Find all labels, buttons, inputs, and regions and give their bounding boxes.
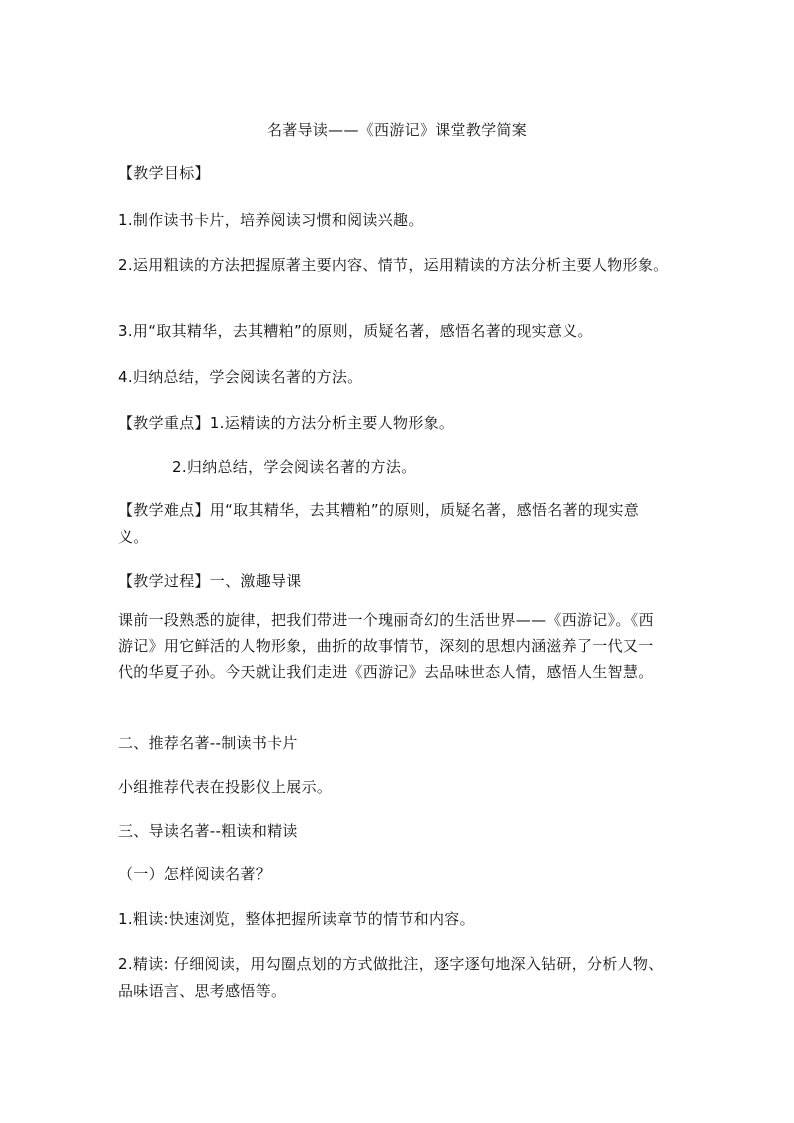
- difficulty-line-2: 义。: [118, 528, 149, 546]
- objective-1: 1.制作读书卡片，培养阅读习惯和阅读兴趣。: [118, 211, 424, 229]
- section-3-heading: 三、导读名著--粗读和精读: [118, 822, 298, 840]
- rough-reading: 1.粗读:快速浏览，整体把握所读章节的情节和内容。: [118, 910, 475, 928]
- difficulty-line-1: 【教学难点】用“取其精华，去其糟粕”的原则，质疑名著，感悟名著的现实意: [118, 501, 640, 519]
- intro-line-2: 游记》用它鲜活的人物形象，曲折的故事情节，深刻的思想内涵滋养了一代又一: [118, 637, 654, 655]
- key-points-line-2: 2.归纳总结，学会阅读名著的方法。: [172, 458, 417, 476]
- intro-line-1: 课前一段熟悉的旋律，把我们带进一个瑰丽奇幻的生活世界——《西游记》。《西: [118, 611, 654, 629]
- objective-4: 4.归纳总结，学会阅读名著的方法。: [118, 368, 363, 386]
- objective-2: 2.运用粗读的方法把握原著主要内容、情节，运用精读的方法分析主要人物形象。: [118, 256, 669, 274]
- close-reading-line-2: 品味语言、思考感悟等。: [118, 982, 287, 1000]
- section-2-text: 小组推荐代表在投影仪上展示。: [118, 778, 333, 796]
- objectives-heading: 【教学目标】: [118, 164, 210, 182]
- key-points-line-1: 【教学重点】1.运精读的方法分析主要人物形象。: [118, 414, 455, 432]
- document-title: 名著导读——《西游记》课堂教学简案: [266, 121, 528, 139]
- process-heading: 【教学过程】一、激趣导课: [118, 572, 302, 590]
- intro-line-3: 代的华夏子孙。今天就让我们走进《西游记》去品味世态人情，感悟人生智慧。: [118, 663, 654, 681]
- close-reading-line-1: 2.精读: 仔细阅读，用勾圈点划的方式做批注，逐字逐句地深入钻研，分析人物、: [118, 955, 664, 973]
- objective-3: 3.用“取其精华，去其糟粕”的原则，质疑名著，感悟名著的现实意义。: [118, 322, 593, 340]
- section-2-heading: 二、推荐名著--制读书卡片: [118, 734, 298, 752]
- subsection-1-heading: （一）怎样阅读名著？: [118, 865, 272, 883]
